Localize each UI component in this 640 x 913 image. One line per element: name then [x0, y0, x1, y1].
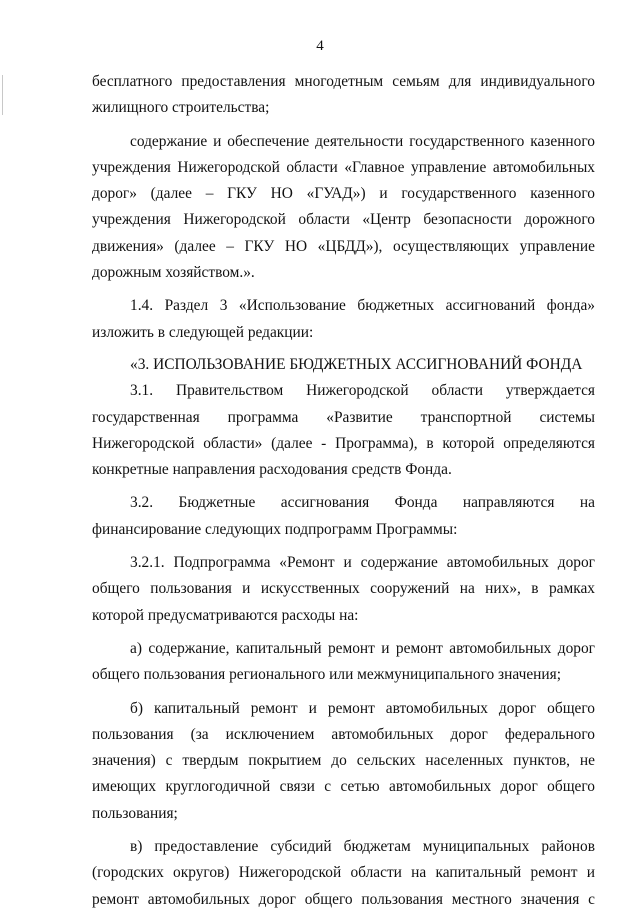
text-line: общего пользования и искусственных сооружений на них», в рамках [92, 580, 595, 598]
text-line: учреждения Нижегородской области «Центр безопасности дорожного [92, 211, 595, 229]
text-line: дорожным хозяйством.». [92, 264, 255, 282]
text-line: б) капитальный ремонт и ремонт автомобильных дорог общего [130, 699, 595, 717]
text-line: государственная программа «Развитие транспортной системы [92, 408, 595, 426]
paragraph [92, 490, 595, 543]
scan-edge-mark [2, 75, 3, 115]
text-line: учреждения Нижегородской области «Главное управление автомобильных [92, 158, 595, 176]
text-line: Нижегородской области» (далее - Программа), в которой определяются [92, 434, 595, 452]
text-line: 1.4. Раздел 3 «Использование бюджетных ассигнований фонда» [130, 297, 595, 315]
paragraph [92, 636, 595, 689]
section-heading: «3. ИСПОЛЬЗОВАНИЕ БЮДЖЕТНЫХ АССИГНОВАНИЙ ФОНДА [130, 355, 583, 373]
paragraph [92, 129, 595, 287]
text-line: пользования; [92, 804, 178, 822]
text-line: жилищного строительства; [92, 99, 270, 117]
text-line: а) содержание, капитальный ремонт и ремонт автомобильных дорог [130, 639, 595, 657]
text-line: финансирование следующих подпрограмм Программы: [92, 520, 458, 538]
paragraph [92, 378, 595, 483]
text-line: значения) с твердым покрытием до сельских населенных пунктов, не [92, 752, 595, 770]
text-line: конкретные направления расходования средств Фонда. [92, 461, 452, 479]
paragraph [92, 550, 595, 629]
document-body [92, 69, 595, 913]
text-line: движения» (далее – ГКУ НО «ЦБДД»), осуществляющих управление [92, 237, 595, 255]
text-line: (городских округов) Нижегородской области на капитальный ремонт и [92, 864, 595, 882]
text-line: ремонт автомобильных дорог общего пользования местного значения с [92, 890, 595, 908]
page-number: 4 [316, 38, 324, 54]
paragraph [92, 696, 595, 827]
text-line: пользования (за исключением автомобильных дорог федерального [92, 725, 595, 743]
paragraph [92, 69, 595, 122]
text-line: 3.1. Правительством Нижегородской области утверждается [130, 382, 595, 400]
text-line: дорог» (далее – ГКУ НО «ГУАД») и государственного казенного [92, 185, 595, 203]
text-line: изложить в следующей редакции: [92, 323, 314, 341]
paragraph [92, 293, 595, 346]
text-line: в) предоставление субсидий бюджетам муниципальных районов [130, 838, 595, 856]
text-line: содержание и обеспечение деятельности государственного казенного [130, 132, 595, 150]
text-line: бесплатного предоставления многодетным семьям для индивидуального [92, 73, 595, 90]
text-line: 3.2.1. Подпрограмма «Ремонт и содержание автомобильных дорог [130, 554, 595, 572]
text-line: имеющих круглогодичной связи с сетью автомобильных дорог общего [92, 778, 595, 796]
text-line: 3.2. Бюджетные ассигнования Фонда направляются на [130, 494, 595, 512]
paragraph [92, 834, 595, 913]
text-line: которой предусматриваются расходы на: [92, 606, 359, 624]
text-line: общего пользования регионального или межмуниципального значения; [92, 666, 561, 684]
